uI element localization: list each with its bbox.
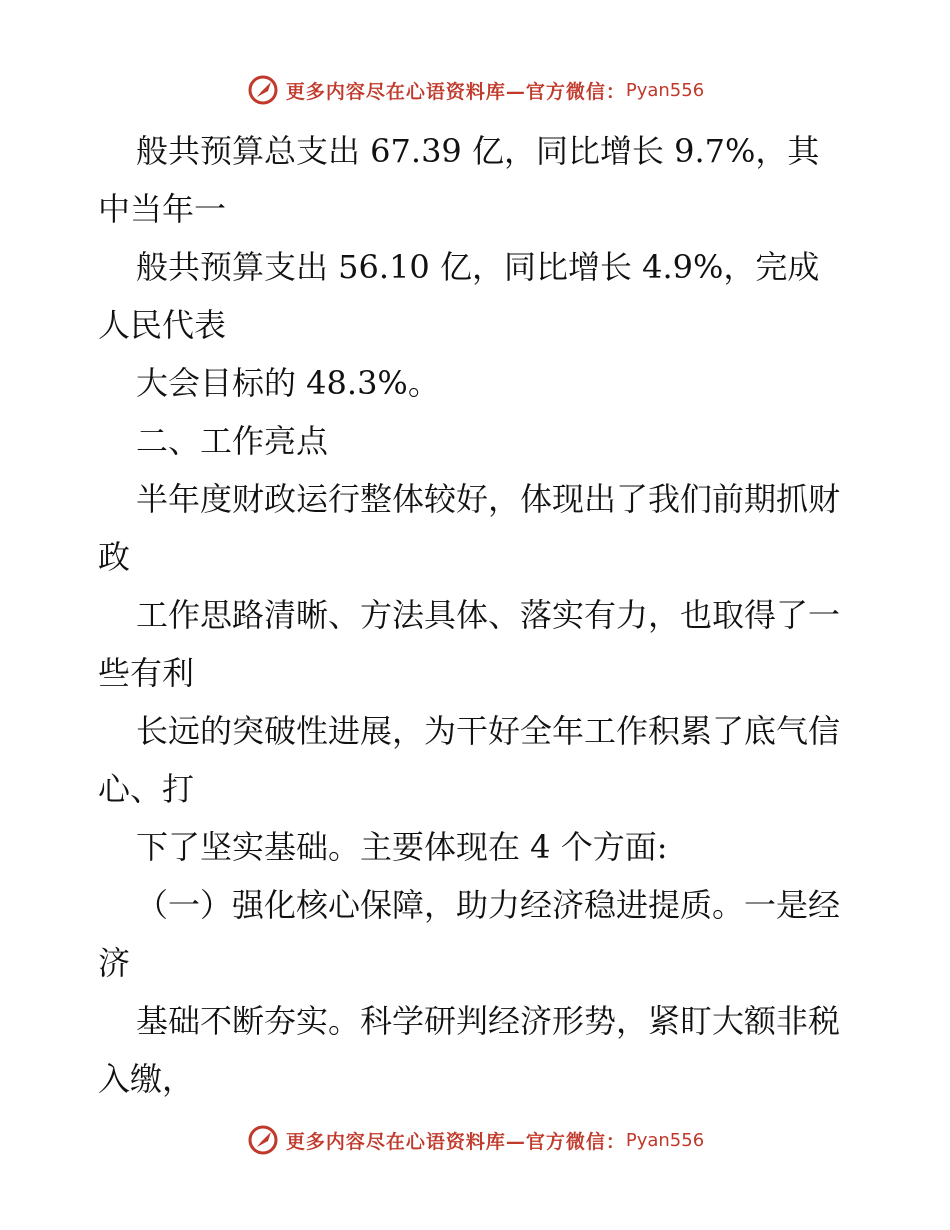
paragraph: 半年度财政运行整体较好，体现出了我们前期抓财政 [98, 480, 841, 576]
watermark-footer [0, 1120, 950, 1160]
quill-logo-icon [246, 73, 280, 107]
paragraph: 般共预算支出 56.10 亿，同比增长 4.9%，完成人民代表 [98, 248, 820, 344]
paragraph: 工作思路清晰、方法具体、落实有力，也取得了一些有利 [98, 596, 841, 692]
watermark-id: Pyan556 [625, 1129, 705, 1151]
paragraph: 长远的突破性进展，为干好全年工作积累了底气信心、打 [98, 712, 841, 808]
watermark-text: 更多内容尽在心语资料库—官方微信： [285, 1130, 626, 1153]
body-text [98, 122, 850, 1108]
paragraph: 下了坚实基础。主要体现在 4 个方面: [136, 828, 668, 866]
watermark-text: 更多内容尽在心语资料库—官方微信： [285, 80, 626, 103]
section-heading: 二、工作亮点 [136, 422, 329, 460]
watermark-header [0, 70, 950, 110]
paragraph: 基础不断夯实。科学研判经济形势，紧盯大额非税入缴， [98, 1002, 841, 1098]
quill-logo-icon [246, 1123, 280, 1157]
paragraph: 般共预算总支出 67.39 亿，同比增长 9.7%，其中当年一 [98, 132, 820, 228]
paragraph: 大会目标的 48.3%。 [136, 364, 440, 402]
paragraph: （一）强化核心保障，助力经济稳进提质。一是经济 [98, 886, 841, 982]
watermark-id: Pyan556 [625, 79, 705, 101]
